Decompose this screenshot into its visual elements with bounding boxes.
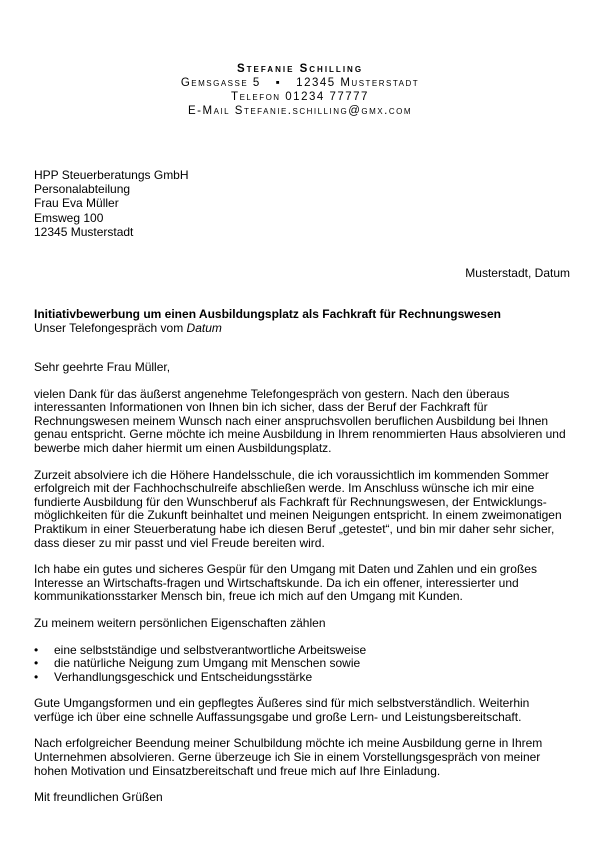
- sender-city: 12345 Musterstadt: [296, 77, 420, 89]
- separator-square-icon: ▪: [275, 77, 282, 89]
- recipient-address: [34, 168, 189, 239]
- date-line: Musterstadt, Datum: [465, 266, 570, 280]
- list-item-text: eine selbstständige und selbstverantwortliche Arbeitsweise: [54, 642, 367, 657]
- bullet-icon: •: [34, 669, 39, 684]
- sender-header: [0, 62, 600, 118]
- sender-street: Gemsgasse 5: [180, 77, 261, 89]
- list-item: [34, 644, 570, 658]
- subject-reference: [34, 321, 501, 335]
- bullet-icon: •: [34, 642, 39, 657]
- sender-address-line: [0, 76, 600, 90]
- qualities-list: [34, 644, 570, 685]
- body-paragraph: Nach erfolgreicher Beendung meiner Schulbildung möchte ich meine Ausbildung gerne in Ihrem Unternehmen absolvieren. Gerne überzeuge ich Sie in einem Vorstellungsgespräch von meiner hohen Motivation und Einsatzbereitschaft und freue mich auf Ihre Einladung.: [34, 736, 543, 778]
- list-item-text: die natürliche Neigung zum Umgang mit Menschen sowie: [54, 656, 361, 671]
- recipient-contact: Frau Eva Müller: [34, 196, 119, 211]
- sender-name: Stefanie Schilling: [236, 63, 364, 75]
- subject-reference-date: Datum: [186, 321, 222, 335]
- recipient-street: Emsweg 100: [34, 210, 104, 225]
- body-paragraph: Gute Umgangsformen und ein gepflegtes Äußeres sind für mich selbstverständlich. Weiterhin verfüge ich über eine schnelle Auffassungsgabe und große Lern- und Leistungsbereitschaft.: [34, 696, 530, 724]
- salutation: Sehr geehrte Frau Müller,: [34, 360, 171, 374]
- list-item-text: Verhandlungsgeschick und Entscheidungsstärke: [54, 669, 313, 684]
- letter-body: [34, 361, 570, 818]
- sender-email: E-Mail Stefanie.schilling@gmx.com: [188, 105, 412, 117]
- recipient-department: Personalabteilung: [34, 182, 131, 197]
- body-paragraph: Zu meinem weitern persönlichen Eigenschaften zählen: [34, 615, 326, 630]
- closing-formula: Mit freundlichen Grüßen: [34, 790, 163, 805]
- bullet-icon: •: [34, 656, 39, 671]
- list-item: [34, 657, 570, 671]
- subject-reference-prefix: Unser Telefongespräch vom: [34, 321, 187, 335]
- sender-phone: Telefon 01234 77777: [231, 91, 369, 103]
- list-item: [34, 671, 570, 685]
- subject-block: [34, 307, 501, 335]
- body-paragraph: Ich habe ein gutes und sicheres Gespür für den Umgang mit Daten und Zahlen und ein großes Interesse an Wirtschafts-fragen und Wirtschaftskunde. Da ich ein offener, interessierter und kommunikationsstarker Mensch bin, freue ich mich auf den Umgang mit Kunden.: [34, 562, 537, 604]
- subject-title: Initiativbewerbung um einen Ausbildungsplatz als Fachkraft für Rechnungswesen: [34, 307, 501, 321]
- recipient-company: HPP Steuerberatungs GmbH: [34, 168, 189, 182]
- body-paragraph: vielen Dank für das äußerst angenehme Telefongespräch von gestern. Nach den überaus interessanten Informationen von Ihnen bin ich sicher, dass der Beruf der Fachkraft für Rechnungswesen meinem Wunsch nach einer anspruchsvollen beruflichen Ausbildung bei Ihnen genau entspricht. Gerne möchte ich meine Ausbildung in Ihrem renommierten Haus absolvieren und bewerbe mich daher hiermit um einen Ausbildungsplatz.: [34, 386, 566, 455]
- recipient-city: 12345 Musterstadt: [34, 224, 134, 239]
- body-paragraph: Zurzeit absolviere ich die Höhere Handelsschule, die ich voraussichtlich im kommenden Sommer erfolgreich mit der Fachhochschulreife abschließen werde. Im Anschluss wünsche ich mir eine fundierte Ausbildung für den Wunschberuf als Fachkraft für Rechnungswesen, der Entwicklungs-möglichkeiten für die Zukunft beinhaltet und meinen Neigungen entspricht. In einem zweimonatigen Praktikum in einer Steuerberatung habe ich diesen Beruf „getestet“, und bin mir daher sehr sicher, dass dieser zu mir passt und viel Freude bereiten wird.: [34, 467, 562, 550]
